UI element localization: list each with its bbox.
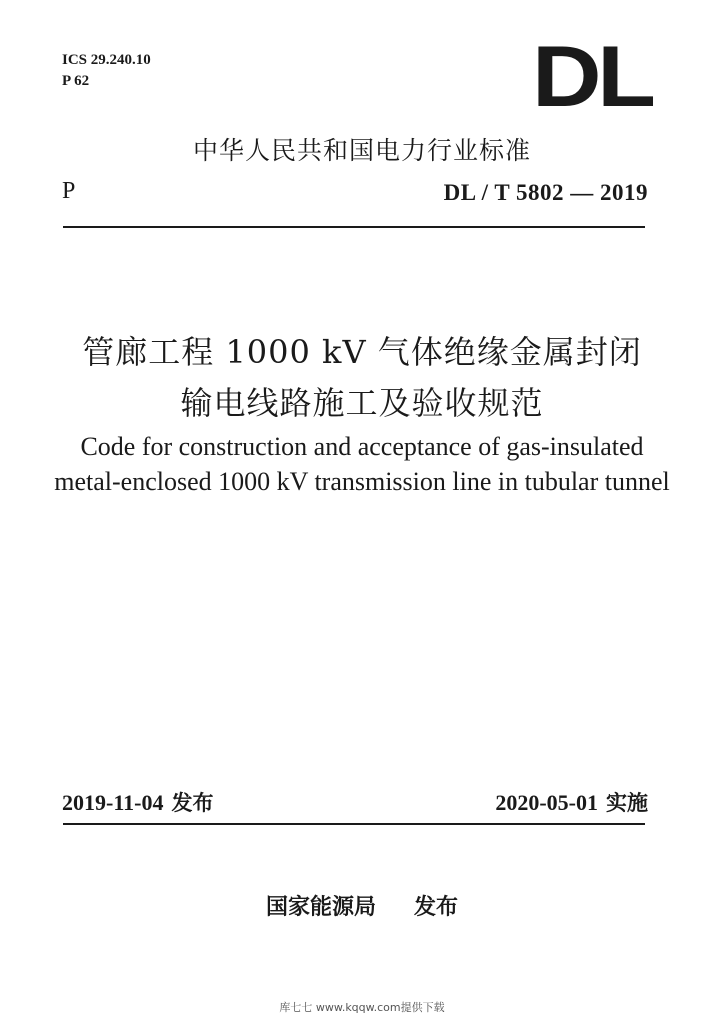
implement-date: 2020-05-01 — [495, 790, 598, 815]
issue-date: 2019-11-04 — [62, 790, 164, 815]
issuer-name: 国家能源局 — [265, 895, 376, 920]
title-cn-line1: 管廊工程 1000 kV 气体绝缘金属封闭 — [82, 333, 642, 371]
issuer-label: 发布 — [414, 895, 459, 920]
bottom-divider — [63, 823, 645, 825]
issue-date-block — [62, 787, 213, 817]
top-divider — [63, 226, 645, 228]
standard-prefix: P — [62, 178, 76, 204]
download-footer: 库七七 www.kqqw.com提供下载 — [279, 1001, 445, 1014]
industry-standard-title: 中华人民共和国电力行业标准 — [192, 136, 531, 165]
ics-code-block — [62, 50, 151, 92]
standard-number: DL / T 5802 — 2019 — [443, 180, 648, 205]
title-cn-line2: 输电线路施工及验收规范 — [180, 384, 544, 422]
dl-logo: DL — [532, 29, 652, 125]
title-en-line2: metal-enclosed 1000 kV transmission line in tubular tunnel — [54, 467, 670, 496]
ics-code: ICS 29.240.10 — [62, 52, 151, 68]
implement-date-block — [495, 787, 648, 817]
issue-label: 发布 — [171, 791, 214, 815]
implement-label: 实施 — [606, 791, 648, 815]
category-code: P 62 — [62, 73, 90, 89]
issuer-block — [0, 890, 724, 921]
title-en-line1: Code for construction and acceptance of gas-insulated — [80, 432, 644, 461]
